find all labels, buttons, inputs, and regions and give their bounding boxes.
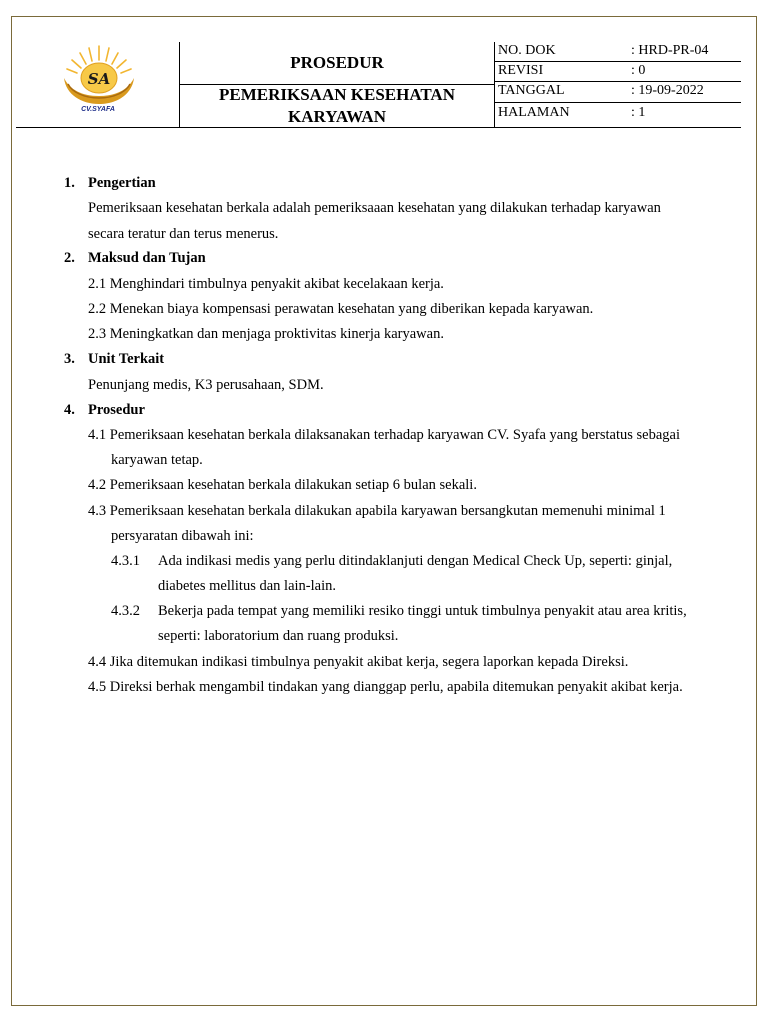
section-4-item-3-line2: persyaratan dibawah ini: bbox=[111, 528, 254, 544]
section-4-subitem-2-number: 4.3.2 bbox=[111, 603, 140, 619]
section-2-heading: Maksud dan Tujan bbox=[88, 250, 206, 266]
section-3-number: 3. bbox=[64, 351, 75, 367]
meta-label-doc-no: NO. DOK bbox=[498, 43, 556, 58]
section-2-item-1: 2.1 Menghindari timbulnya penyakit akibat kecelakaan kerja. bbox=[88, 276, 444, 292]
section-3-paragraph: Penunjang medis, K3 perusahaan, SDM. bbox=[88, 377, 324, 393]
meta-rule-3 bbox=[494, 102, 741, 103]
section-4-heading: Prosedur bbox=[88, 402, 145, 418]
document-title-line2: KARYAWAN bbox=[288, 107, 386, 126]
section-4-item-1-line2: karyawan tetap. bbox=[111, 452, 203, 468]
meta-label-page: HALAMAN bbox=[498, 105, 570, 120]
logo-caption: CV.SYAFA bbox=[81, 106, 115, 113]
meta-rule-1 bbox=[494, 61, 741, 62]
section-1-paragraph-line1: Pemeriksaan kesehatan berkala adalah pemeriksaaan kesehatan yang dilakukan terhadap karyawan bbox=[88, 200, 661, 216]
section-4-subitem-1-line1: Ada indikasi medis yang perlu ditindaklanjuti dengan Medical Check Up, seperti: ginjal, bbox=[158, 553, 673, 569]
meta-value-page: : 1 bbox=[631, 105, 646, 120]
section-4-number: 4. bbox=[64, 402, 75, 418]
section-1-number: 1. bbox=[64, 175, 75, 191]
section-1-heading: Pengertian bbox=[88, 175, 156, 191]
section-2-item-3: 2.3 Meningkatkan dan menjaga proktivitas kinerja karyawan. bbox=[88, 326, 444, 342]
meta-label-date: TANGGAL bbox=[498, 83, 565, 98]
meta-value-date: : 19-09-2022 bbox=[631, 83, 704, 98]
document-type-title: PROSEDUR bbox=[290, 53, 384, 72]
document-title-line1: PEMERIKSAAN KESEHATAN bbox=[219, 85, 455, 104]
section-4-subitem-2-line1: Bekerja pada tempat yang memiliki resiko tinggi untuk timbulnya penyakit atau area kritis, bbox=[158, 603, 687, 619]
section-4-item-3-line1: 4.3 Pemeriksaan kesehatan berkala dilakukan apabila karyawan bersangkutan memenuhi minimal 1 bbox=[88, 503, 666, 519]
section-2-number: 2. bbox=[64, 250, 75, 266]
section-1-paragraph-line2: secara teratur dan terus menerus. bbox=[88, 226, 279, 242]
meta-value-doc-no: : HRD-PR-04 bbox=[631, 43, 709, 58]
logo-text: SA bbox=[87, 70, 111, 88]
meta-rule-2 bbox=[494, 81, 741, 82]
section-3-heading: Unit Terkait bbox=[88, 351, 165, 367]
meta-value-revision: : 0 bbox=[631, 63, 646, 78]
section-4-item-2: 4.2 Pemeriksaan kesehatan berkala dilakukan setiap 6 bulan sekali. bbox=[88, 477, 477, 493]
header-divider-right bbox=[494, 42, 495, 128]
meta-label-revision: REVISI bbox=[498, 63, 544, 78]
section-4-subitem-2-line2: seperti: laboratorium dan ruang produksi. bbox=[158, 628, 399, 644]
section-2-item-2: 2.2 Menekan biaya kompensasi perawatan kesehatan yang diberikan kepada karyawan. bbox=[88, 301, 594, 317]
section-4-item-1-line1: 4.1 Pemeriksaan kesehatan berkala dilaksanakan terhadap karyawan CV. Syafa yang berstatus sebagai bbox=[88, 427, 681, 443]
section-4-item-4: 4.4 Jika ditemukan indikasi timbulnya penyakit akibat kerja, segera laporkan kepada Direksi. bbox=[88, 654, 629, 670]
section-4-item-5: 4.5 Direksi berhak mengambil tindakan yang dianggap perlu, apabila ditemukan penyakit akibat kerja. bbox=[88, 679, 683, 695]
section-4-subitem-1-line2: diabetes mellitus dan lain-lain. bbox=[158, 578, 336, 594]
section-4-subitem-1-number: 4.3.1 bbox=[111, 553, 140, 569]
